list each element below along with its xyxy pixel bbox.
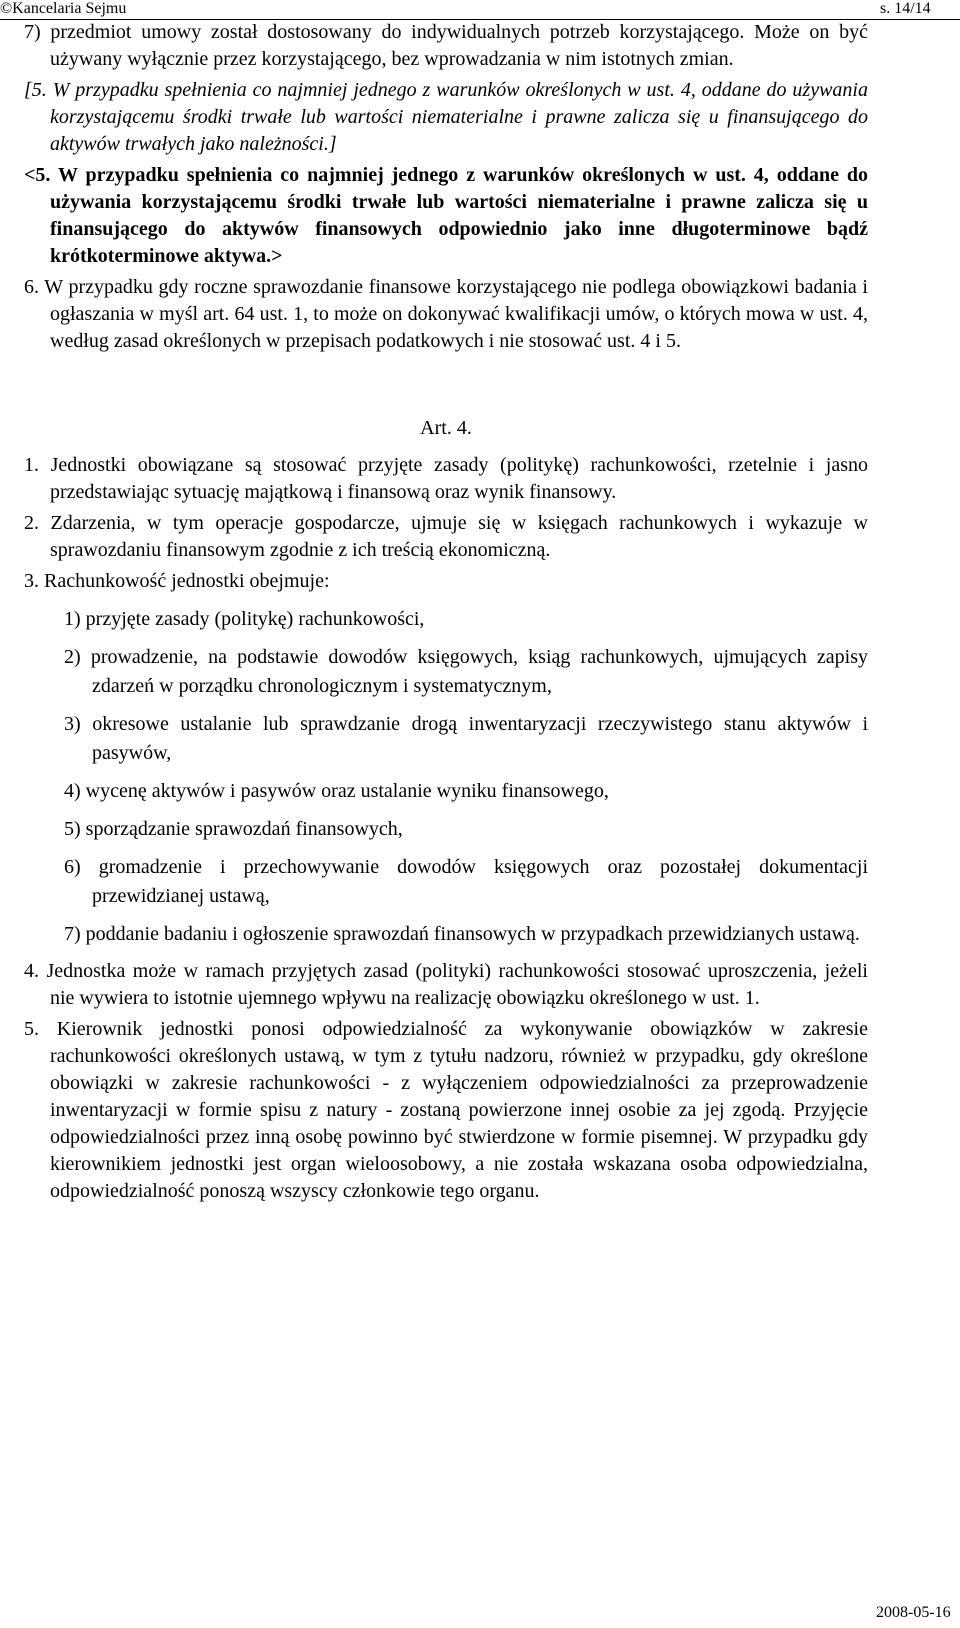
list-item: 5) sporządzanie sprawozdań finansowych, — [64, 818, 403, 840]
list-item: 2) prowadzenie, na podstawie dowodów księgowych, ksiąg rachunkowych, ujmujących zapisy zdarzeń w porządku chronologicznym i systematycznym, — [64, 646, 868, 697]
header-page-number: s. 14/14 — [880, 0, 931, 17]
list-item: 3) okresowe ustalanie lub sprawdzanie drogą inwentaryzacji rzeczywistego stanu aktywów i pasywów, — [64, 713, 868, 764]
article-paragraph-5: 5. Kierownik jednostki ponosi odpowiedzialność za wykonywanie obowiązków w zakresie rachunkowości określonych ustawą, w tym z tytułu nadzoru, również w przypadku, gdy określone obowiązki w zakresie rachunkowości - z wyłączeniem odpowiedzialności za przeprowadzenie inwentaryzacji w formie spisu z natury - zostaną powierzone innej osobie za jej zgodą. Przyjęcie odpowiedzialności przez inną osobę powinno być stwierdzone w formie pisemnej. W przypadku gdy kierownikiem jednostki jest organ wieloosobowy, a nie została wskazana osoba odpowiedzialna, odpowiedzialność ponoszą wszyscy członkowie tego organu. — [24, 1018, 868, 1202]
article-item-list — [24, 605, 868, 949]
list-item: 1) przyjęte zasady (politykę) rachunkowości, — [64, 608, 425, 630]
list-item: 7) poddanie badaniu i ogłoszenie sprawozdań finansowych w przypadkach przewidzianych ustawą. — [64, 923, 860, 945]
header-source: ©Kancelaria Sejmu — [0, 0, 127, 17]
paragraph-7: 7) przedmiot umowy został dostosowany do indywidualnych potrzeb korzystającego. Może on być używany wyłącznie przez korzystającego, bez wprowadzania w nim istotnych zmian. — [24, 21, 868, 70]
list-item: 6) gromadzenie i przechowywanie dowodów księgowych oraz pozostałej dokumentacji przewidzianej ustawą, — [64, 856, 868, 907]
article-paragraph-1: 1. Jednostki obowiązane są stosować przyjęte zasady (politykę) rachunkowości, rzetelnie i jasno przedstawiając sytuację majątkową i finansową oraz wynik finansowy. — [24, 454, 868, 503]
footer-date: 2008-05-16 — [876, 1604, 951, 1621]
article-paragraph-3: 3. Rachunkowość jednostki obejmuje: — [24, 570, 330, 592]
paragraph-6: 6. W przypadku gdy roczne sprawozdanie finansowe korzystającego nie podlega obowiązkowi badania i ogłaszania w myśl art. 64 ust. 1, to może on dokonywać kwalifikacji umów, o których mowa w ust. 4, według zasad określonych w przepisach podatkowych i nie stosować ust. 4 i 5. — [24, 276, 868, 352]
article-paragraph-4: 4. Jednostka może w ramach przyjętych zasad (polityki) rachunkowości stosować uproszczenia, jeżeli nie wywiera to istotnie ujemnego wpływu na realizację obowiązku określonego w ust. 1. — [24, 960, 868, 1009]
article-paragraph-2: 2. Zdarzenia, w tym operacje gospodarcze, ujmuje się w księgach rachunkowych i wykazuje w sprawozdaniu finansowym zgodnie z ich treścią ekonomiczną. — [24, 512, 868, 561]
list-item: 4) wycenę aktywów i pasywów oraz ustalanie wyniku finansowego, — [64, 780, 609, 802]
paragraph-5-new: <5. W przypadku spełnienia co najmniej jednego z warunków określonych w ust. 4, oddane do używania korzystającemu środki trwałe lub wartości niematerialne i prawne zalicza się u finansującego do aktywów finansowych odpowiednio jako inne długoterminowe bądź krótkoterminowe aktywa.> — [24, 164, 868, 267]
article-title: Art. 4. — [420, 417, 472, 439]
document-body — [24, 19, 868, 1205]
paragraph-5-old: [5. W przypadku spełnienia co najmniej jednego z warunków określonych w ust. 4, oddane do używania korzystającemu środki trwałe lub wartości niematerialne i prawne zalicza się u finansującego do aktywów trwałych jako należności.] — [24, 79, 868, 155]
